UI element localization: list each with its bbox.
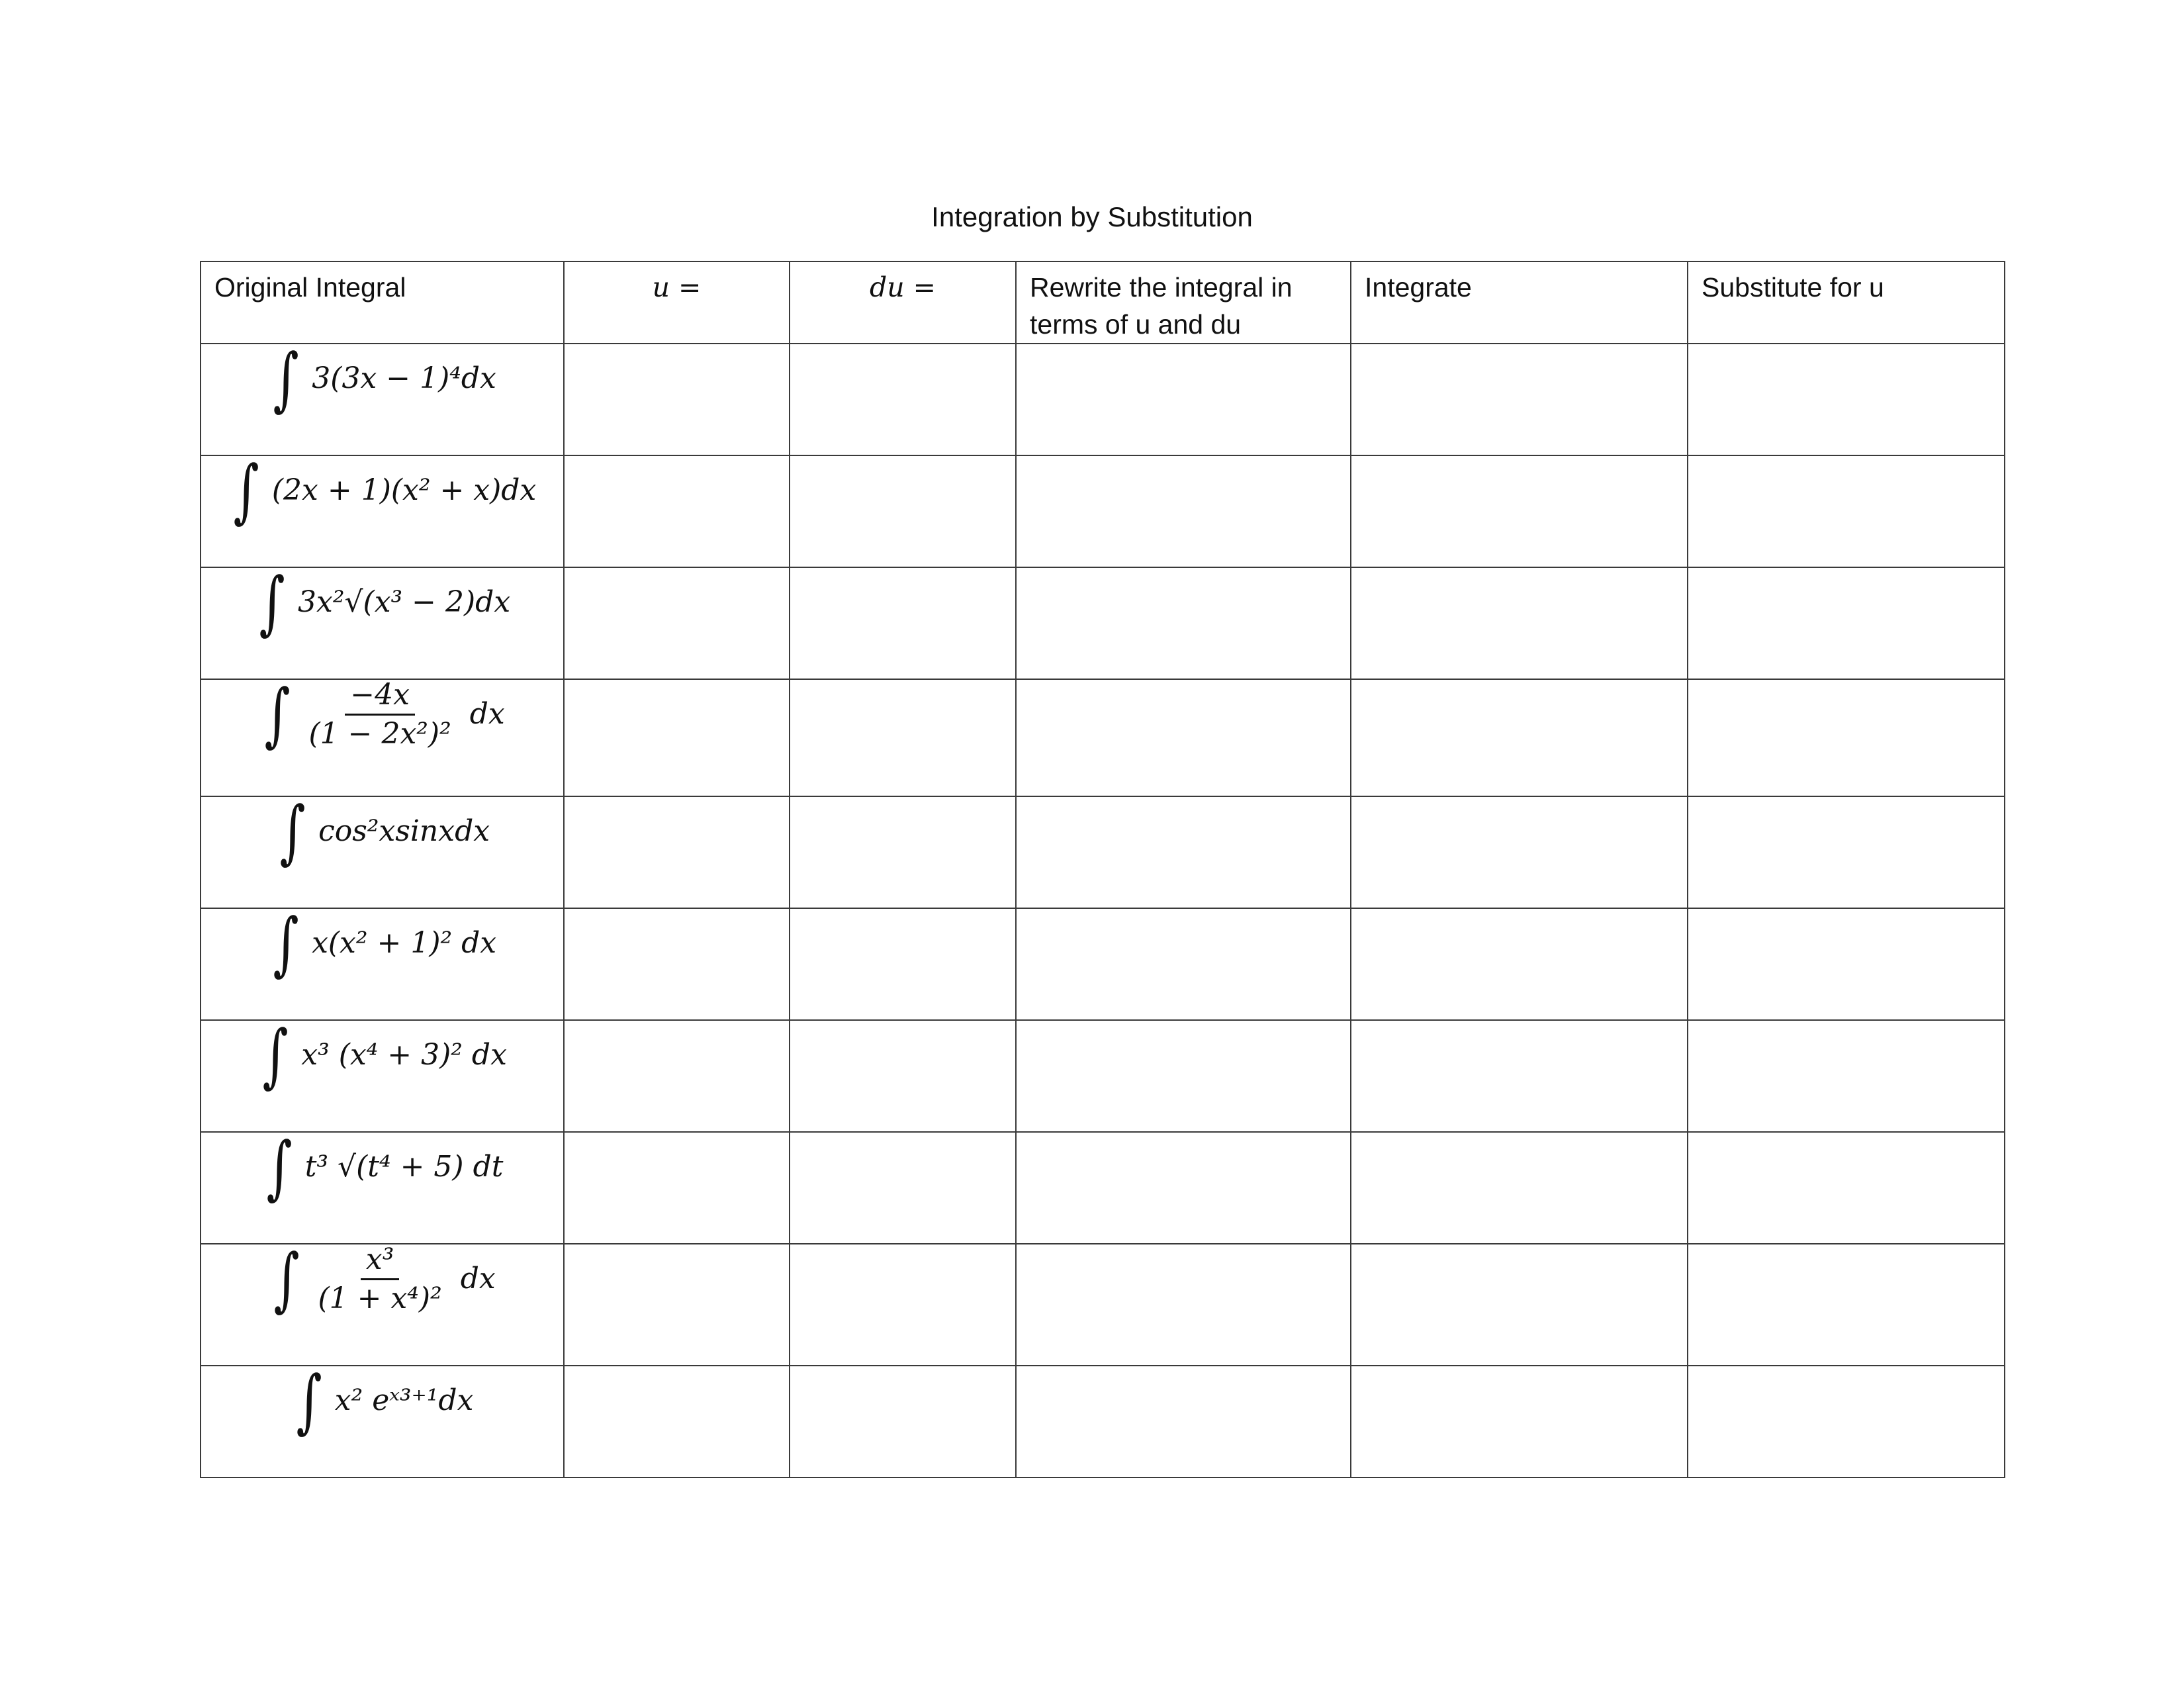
fraction [303,677,456,751]
integral-expression [259,674,505,755]
header-integrate: Integrate [1351,261,1688,344]
u-answer-cell[interactable] [564,1244,790,1366]
integral-expression [291,1360,474,1441]
original-integral-cell [201,1239,564,1366]
integral-expression [261,1127,504,1207]
integral-sign: ∫ [233,450,259,531]
du-answer-cell[interactable] [790,1366,1016,1477]
integral-expression [254,562,511,643]
integral-expression [257,1015,507,1096]
rewrite-answer-cell[interactable] [1016,1020,1351,1132]
rewrite-answer-cell[interactable] [1016,1132,1351,1244]
table-row [201,1020,2005,1132]
integrand: cos²xsinxdx [318,814,490,848]
substitute-answer-cell[interactable] [1688,1366,2005,1477]
fraction [312,1242,447,1315]
integral-sign: ∫ [273,1239,300,1319]
integral-sign: ∫ [262,1015,289,1096]
table-row [201,908,2005,1020]
u-answer-cell[interactable] [564,1132,790,1244]
integral-expression [275,791,490,872]
substitute-answer-cell[interactable] [1688,679,2005,796]
u-answer-cell[interactable] [564,1020,790,1132]
header-row [201,261,2005,344]
table-row [201,679,2005,796]
du-answer-cell[interactable] [790,1020,1016,1132]
integral-sign: ∫ [273,903,299,984]
table-row [201,1132,2005,1244]
integral-sign: ∫ [279,791,306,872]
integrand: x³ (x⁴ + 3)² dx [301,1038,507,1072]
integrand: 3(3x − 1)⁴dx [312,361,496,395]
substitute-answer-cell[interactable] [1688,796,2005,908]
original-integral-cell [201,562,564,679]
original-integral-cell [201,338,564,455]
fraction-denominator: (1 − 2x²)² [308,716,451,751]
integral-expression [268,903,497,984]
table-row [201,1244,2005,1366]
header-substitute: Substitute for u [1688,261,2005,344]
integrand: x(x² + 1)² dx [312,926,497,960]
integrate-answer-cell[interactable] [1351,908,1688,1020]
substitute-answer-cell[interactable] [1688,908,2005,1020]
original-integral-cell [201,791,564,908]
substitute-answer-cell[interactable] [1688,1020,2005,1132]
differential: dx [469,697,505,731]
du-answer-cell[interactable] [790,455,1016,567]
u-answer-cell[interactable] [564,1366,790,1477]
integrate-answer-cell[interactable] [1351,1132,1688,1244]
u-answer-cell[interactable] [564,908,790,1020]
integrate-answer-cell[interactable] [1351,679,1688,796]
du-answer-cell[interactable] [790,1132,1016,1244]
integral-sign: ∫ [259,562,285,643]
header-rewrite: Rewrite the integral in terms of u and du [1016,261,1351,344]
rewrite-answer-cell[interactable] [1016,1366,1351,1477]
rewrite-answer-cell[interactable] [1016,344,1351,455]
original-integral-cell [201,903,564,1020]
original-integral-cell [201,1127,564,1244]
integral-sign: ∫ [296,1360,322,1441]
integrate-answer-cell[interactable] [1351,1366,1688,1477]
u-answer-cell[interactable] [564,455,790,567]
substitute-answer-cell[interactable] [1688,344,2005,455]
original-integral-cell [201,450,564,567]
table-row [201,796,2005,908]
table-row [201,1366,2005,1477]
integral-sign: ∫ [266,1127,293,1207]
rewrite-answer-cell[interactable] [1016,908,1351,1020]
fraction-denominator: (1 + x⁴)² [318,1281,442,1315]
rewrite-answer-cell[interactable] [1016,567,1351,679]
integrate-answer-cell[interactable] [1351,1244,1688,1366]
table-row [201,455,2005,567]
original-integral-cell [201,1015,564,1132]
integral-sign: ∫ [273,338,299,419]
integral-expression [268,338,496,419]
rewrite-answer-cell[interactable] [1016,455,1351,567]
integral-expression [269,1239,496,1319]
du-answer-cell[interactable] [790,679,1016,796]
du-answer-cell[interactable] [790,567,1016,679]
rewrite-answer-cell[interactable] [1016,1244,1351,1366]
integral-sign: ∫ [264,674,291,755]
header-u: u = [564,261,790,344]
integrand: t³ √(t⁴ + 5) dt [304,1150,504,1184]
integrate-answer-cell[interactable] [1351,796,1688,908]
fraction-numerator: −4x [345,680,415,716]
u-answer-cell[interactable] [564,567,790,679]
table-row [201,344,2005,455]
substitute-answer-cell[interactable] [1688,1244,2005,1366]
u-answer-cell[interactable] [564,679,790,796]
rewrite-answer-cell[interactable] [1016,679,1351,796]
header-original-integral: Original Integral [201,261,564,344]
differential: dx [460,1262,496,1295]
du-answer-cell[interactable] [790,796,1016,908]
substitute-answer-cell[interactable] [1688,1132,2005,1244]
integrate-answer-cell[interactable] [1351,1020,1688,1132]
integrand: (2x + 1)(x² + x)dx [271,473,537,507]
substitute-answer-cell[interactable] [1688,455,2005,567]
du-answer-cell[interactable] [790,908,1016,1020]
table-row [201,567,2005,679]
header-du: du = [790,261,1016,344]
integral-expression [228,450,537,531]
du-answer-cell[interactable] [790,1244,1016,1366]
integrate-answer-cell[interactable] [1351,344,1688,455]
original-integral-cell [201,674,564,796]
u-answer-cell[interactable] [564,796,790,908]
integrand: 3x²√(x³ − 2)dx [298,585,511,619]
du-answer-cell[interactable] [790,344,1016,455]
integrate-answer-cell[interactable] [1351,455,1688,567]
substitution-worksheet-table [200,261,2005,1478]
fraction-numerator: x³ [361,1245,399,1280]
original-integral-cell [201,1360,564,1477]
integrate-answer-cell[interactable] [1351,567,1688,679]
substitute-answer-cell[interactable] [1688,567,2005,679]
integrand: x² eˣ³⁺¹dx [334,1383,474,1417]
rewrite-answer-cell[interactable] [1016,796,1351,908]
page-title: Integration by Substitution [931,201,1253,232]
worksheet-rows [201,338,2005,1477]
u-answer-cell[interactable] [564,344,790,455]
